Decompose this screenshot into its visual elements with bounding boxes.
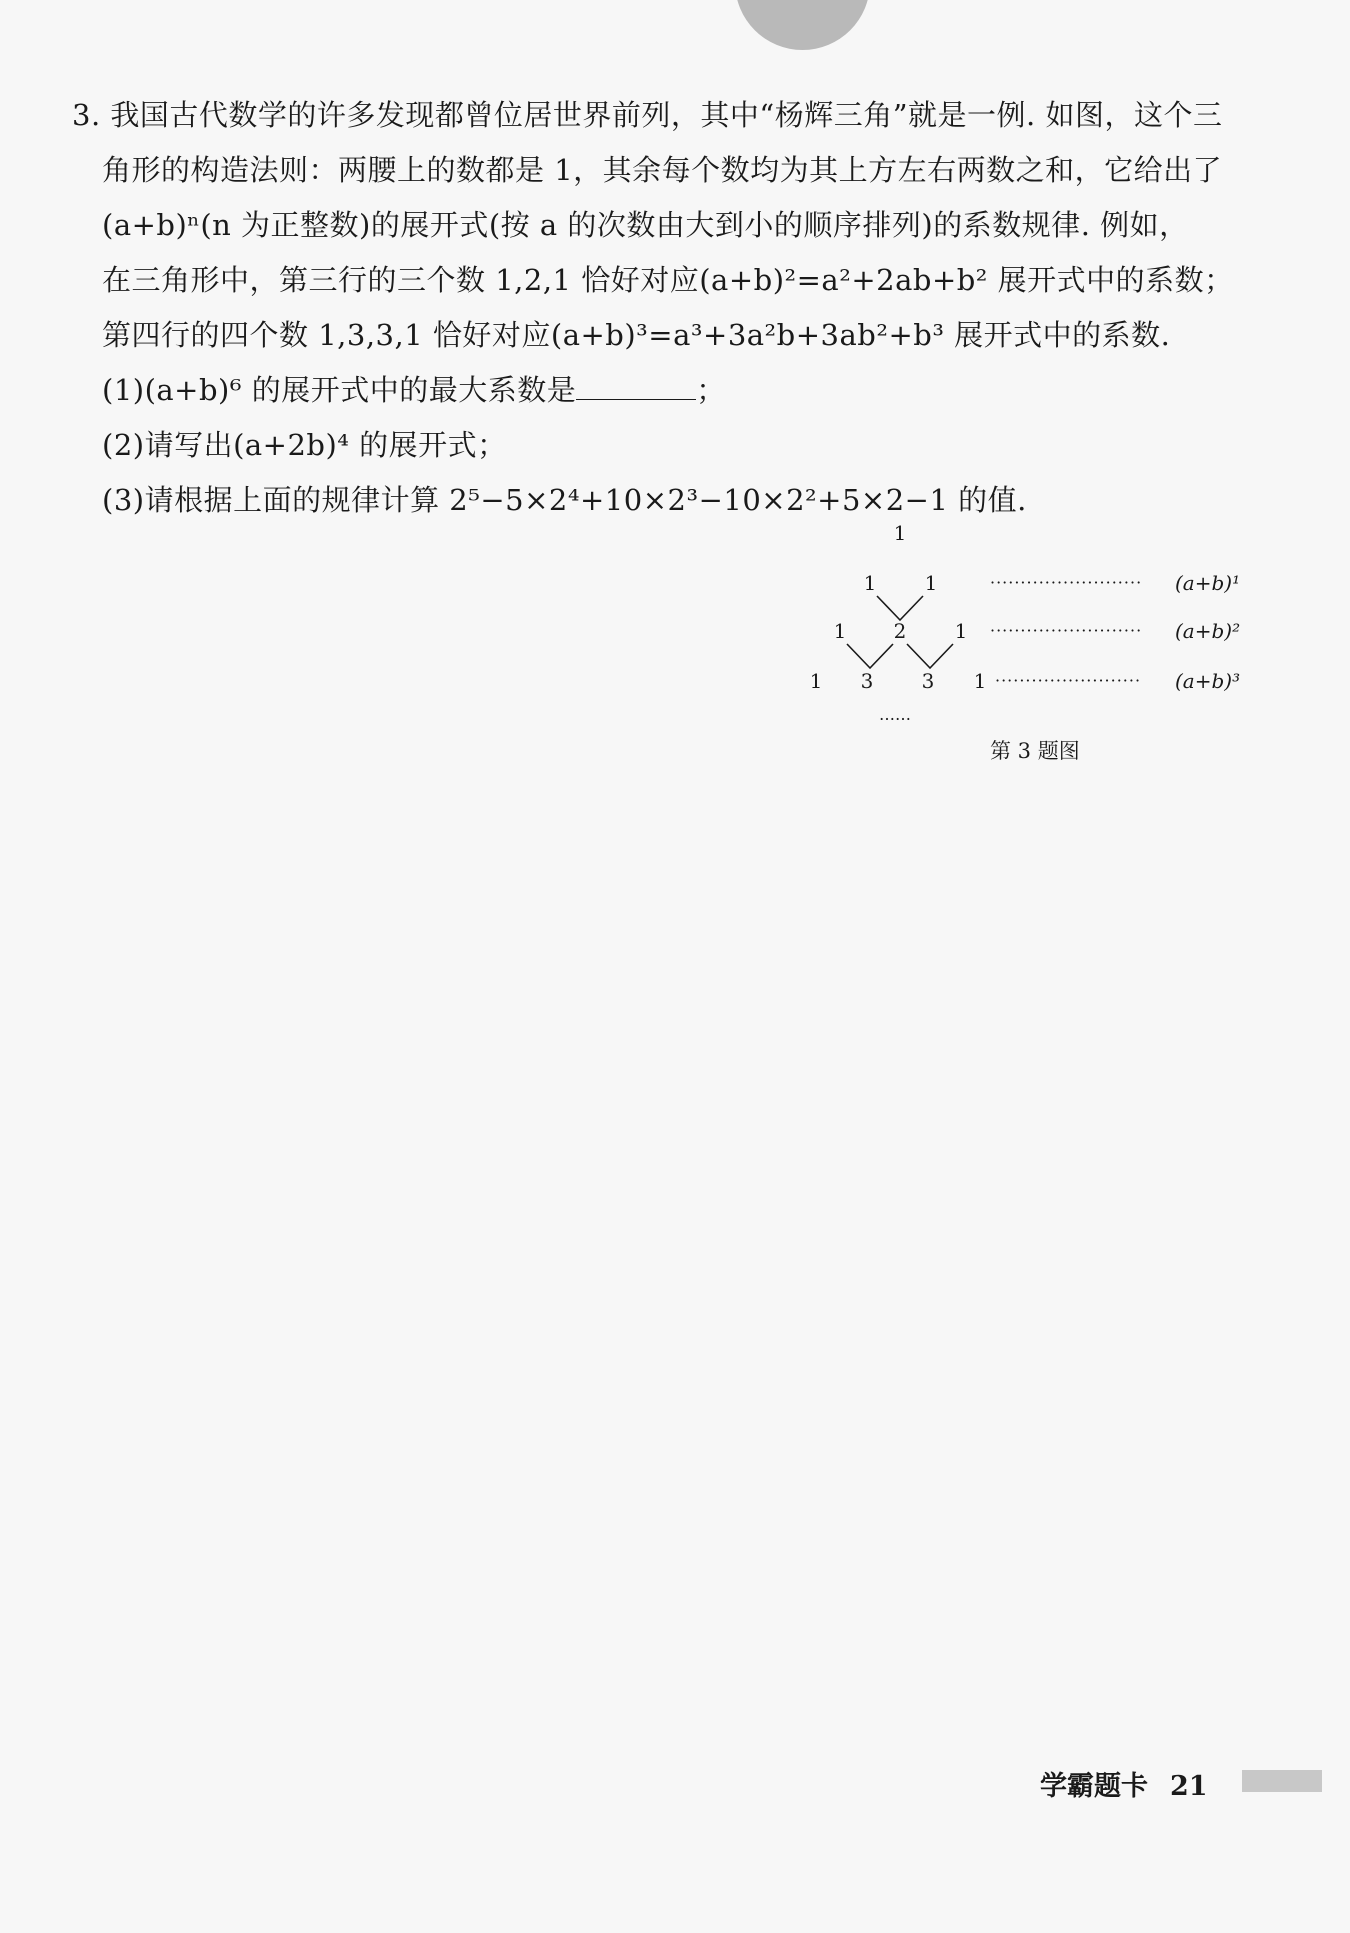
connector-v [847, 644, 893, 668]
question-1-text: (1)(a+b)⁶ 的展开式中的最大系数是 [102, 373, 577, 407]
question-3: (3)请根据上面的规律计算 2⁵−5×2⁴+10×2³−10×2²+5×2−1 的值. [102, 483, 1027, 517]
problem-line-4: 在三角形中，第三行的三个数 1,2,1 恰好对应(a+b)²=a²+2ab+b² 展开式中的系数； [102, 263, 1234, 297]
page-footer [1040, 1764, 1208, 1803]
page-number: 21 [1170, 1771, 1208, 1802]
footer-bar-decoration [1242, 1770, 1322, 1792]
connector-v [877, 596, 923, 620]
triangle-number: 3 [860, 669, 874, 693]
problem-3 [72, 88, 1272, 528]
answer-blank[interactable] [576, 367, 696, 400]
expansion-label: (a+b)¹ [1175, 571, 1241, 595]
triangle-number: 2 [893, 619, 907, 643]
question-1-suffix: ； [696, 373, 726, 407]
triangle-number: 1 [973, 669, 987, 693]
expansion-label: (a+b)³ [1175, 669, 1241, 693]
triangle-number: 1 [809, 669, 823, 693]
figure-caption: 第 3 题图 [990, 739, 1080, 763]
triangle-number: 1 [893, 521, 907, 545]
triangle-diagram [800, 520, 1320, 720]
dotted-leader: ························· [990, 621, 1143, 640]
triangle-number: 1 [954, 619, 968, 643]
triangle-number: 1 [863, 571, 877, 595]
triangle-number: 3 [921, 669, 935, 693]
yang-hui-triangle-figure [800, 520, 1320, 770]
triangle-ellipsis: …… [879, 705, 911, 720]
triangle-number: 1 [833, 619, 847, 643]
connector-v [907, 644, 953, 668]
triangle-number: 1 [924, 571, 938, 595]
page-tab-decoration [735, 0, 870, 50]
dotted-leader: ························ [995, 671, 1142, 690]
problem-line-1: 3. 我国古代数学的许多发现都曾位居世界前列，其中“杨辉三角”就是一例. 如图，这个三 [72, 98, 1223, 132]
question-2: (2)请写出(a+2b)⁴ 的展开式； [102, 428, 507, 462]
question-1 [72, 363, 1272, 418]
expansion-label: (a+b)² [1175, 619, 1241, 643]
problem-line-5: 第四行的四个数 1,3,3,1 恰好对应(a+b)³=a³+3a²b+3ab²+b³ 展开式中的系数. [102, 318, 1171, 352]
problem-line-2: 角形的构造法则：两腰上的数都是 1，其余每个数均为其上方左右两数之和，它给出了 [102, 153, 1223, 187]
footer-title: 学霸题卡 [1040, 1771, 1148, 1802]
dotted-leader: ························· [990, 573, 1143, 592]
problem-line-3: (a+b)ⁿ(n 为正整数)的展开式(按 a 的次数由大到小的顺序排列)的系数规律. 例如， [102, 208, 1189, 242]
